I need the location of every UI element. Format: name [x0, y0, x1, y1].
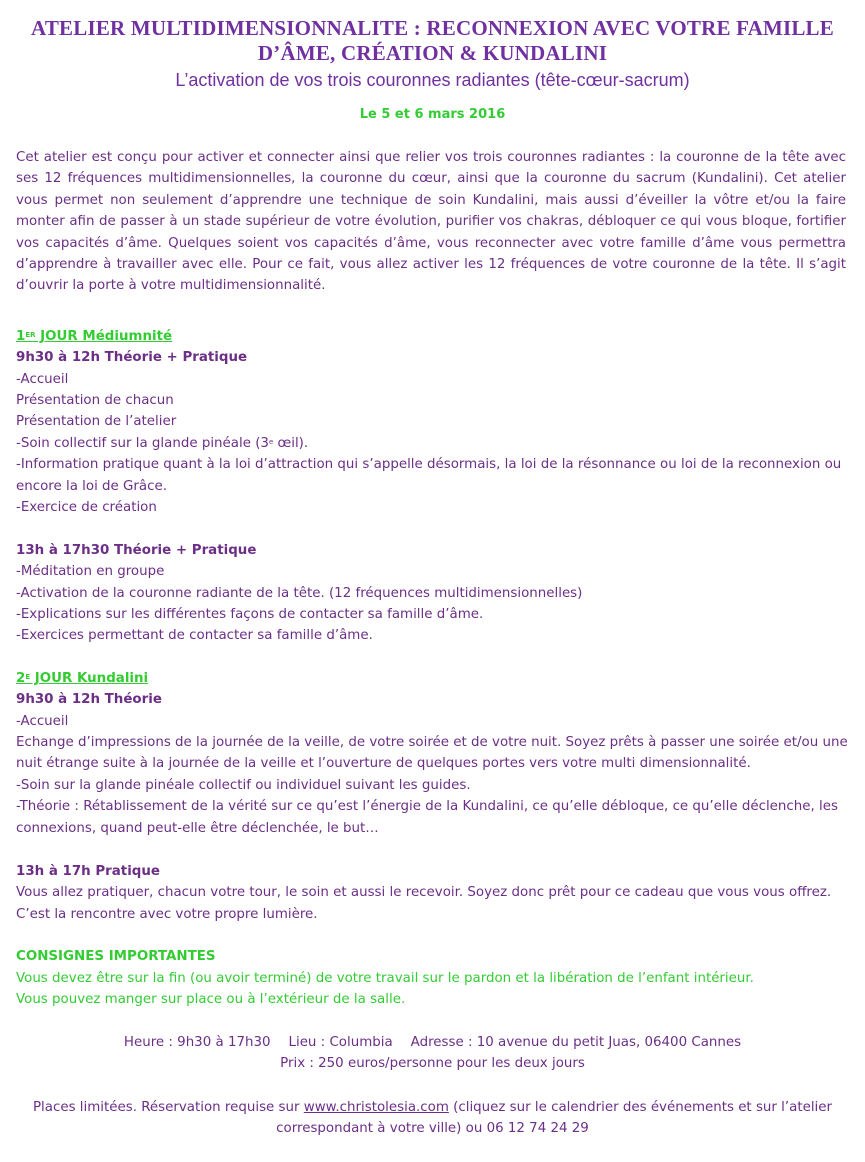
day2-morning-item: Echange d’impressions de la journée de la veille, de votre soirée et de votre nuit. Soyez prêts à passer une soirée et/ou une	[16, 735, 848, 750]
day1-heading	[16, 326, 172, 347]
day1-title: JOUR Médiumnité	[35, 329, 173, 344]
event-info-line	[0, 1032, 865, 1053]
day2-morning-heading: 9h30 à 12h Théorie	[16, 692, 162, 707]
subtitle: L’activation de vos trois couronnes radiantes (tête-cœur-sacrum)	[175, 70, 690, 90]
soin-text: -Soin collectif sur la glande pinéale (3	[16, 436, 269, 451]
day1-morning-heading: 9h30 à 12h Théorie + Pratique	[16, 350, 248, 365]
day1-morning-item: -Information pratique quant à la loi d’attraction qui s’appelle désormais, la loi de la résonnance ou loi de la reconnexion ou	[16, 457, 842, 472]
day2-afternoon-heading: 13h à 17h Pratique	[16, 864, 161, 879]
reservation-line-2: correspondant à votre ville) ou 06 12 74 24 29	[276, 1121, 589, 1136]
day1-afternoon-item: -Méditation en groupe	[16, 564, 165, 579]
title-line-1: ATELIER MULTIDIMENSIONNALITE : RECONNEXION AVEC VOTRE FAMILLE	[31, 16, 834, 40]
day1-afternoon-heading: 13h à 17h30 Théorie + Pratique	[16, 543, 257, 558]
intro-paragraph: Cet atelier est conçu pour activer et connecter ainsi que relier vos trois couronnes radiantes : la couronne de la tête avec ses 12 fréquences multidimensionnelles, la couronne du cœur, ainsi que la couronne du sacrum (Kundalini). Cet atelier vous permet non seulement d’apprendre une technique de soin Kundalini, mais aussi d’éveiller la vôtre et/ou la faire monter afin de passer à un stade supérieur de votre évolution, purifier vos chakras, débloquer ce qui vous bloque, fortifier vos capacités d’âme. Quelques soient vos capacités d’âme, vous reconnecter avec votre famille d’âme vous permettra d’apprendre à travailler avec elle. Pour ce fait, vous allez activer les 12 fréquences de votre couronne de la tête. Il s’agit d’ouvrir la porte à votre multidimensionnalité.	[16, 150, 846, 294]
day1-number: 1	[16, 329, 26, 344]
soin-superscript: e	[268, 438, 274, 446]
consignes-item: Vous pouvez manger sur place ou à l’extérieur de la salle.	[16, 992, 406, 1007]
day2-title: JOUR Kundalini	[30, 671, 149, 686]
event-date: Le 5 et 6 mars 2016	[359, 107, 506, 122]
day1-morning-item-soin	[16, 433, 308, 454]
day2-afternoon-item: C’est la rencontre avec votre propre lumière.	[16, 907, 318, 922]
day2-morning-item: connexions, quand peut-elle être déclenchée, le but…	[16, 821, 379, 836]
day1-afternoon-item: -Explications sur les différentes façons de contacter sa famille d’âme.	[16, 607, 484, 622]
soin-tail: œil).	[273, 436, 309, 451]
day2-afternoon-item: Vous allez pratiquer, chacun votre tour, le soin et aussi le recevoir. Soyez donc prêt pour ce cadeau que vous vous offrez.	[16, 885, 832, 900]
day1-morning-item: -Accueil	[16, 372, 69, 387]
day2-number: 2	[16, 671, 26, 686]
day2-morning-item: -Soin sur la glande pinéale collectif ou individuel suivant les guides.	[16, 778, 471, 793]
day2-morning-item: -Accueil	[16, 714, 69, 729]
day2-heading	[16, 668, 148, 689]
consignes-item: Vous devez être sur la fin (ou avoir terminé) de votre travail sur le pardon et la libération de l’enfant intérieur.	[16, 971, 754, 986]
info-heure: Heure : 9h30 à 17h30	[123, 1035, 271, 1050]
day1-morning-item: Présentation de l’atelier	[16, 414, 177, 429]
website-link[interactable]: www.christolesia.com	[303, 1100, 449, 1115]
consignes-heading: CONSIGNES IMPORTANTES	[16, 949, 216, 964]
day1-morning-item: -Exercice de création	[16, 500, 157, 515]
info-adresse: Adresse : 10 avenue du petit Juas, 06400 Cannes	[410, 1035, 742, 1050]
info-lieu: Lieu : Columbia	[288, 1035, 393, 1050]
day1-superscript: ER	[25, 331, 36, 339]
reservation-suffix: (cliquez sur le calendrier des événements et sur l’atelier	[448, 1100, 833, 1115]
day1-morning-item: Présentation de chacun	[16, 393, 174, 408]
title-line-2: D’ÂME, CRÉATION & KUNDALINI	[257, 41, 608, 65]
day1-morning-item: encore la loi de Grâce.	[16, 479, 167, 494]
day2-superscript: E	[25, 673, 31, 681]
day2-morning-item: nuit étrange suite à la journée de la veille et l’ouverture de quelques portes vers votre multi dimensionnalité.	[16, 756, 751, 771]
reservation-prefix: Places limitées. Réservation requise sur	[32, 1100, 304, 1115]
reservation-line-1	[0, 1097, 865, 1118]
day2-morning-item: -Théorie : Rétablissement de la vérité sur ce qu’est l’énergie de la Kundalini, ce qu’elle débloque, ce qu’elle déclenche, les	[16, 799, 838, 814]
day1-afternoon-item: -Activation de la couronne radiante de la tête. (12 fréquences multidimensionnelles)	[16, 586, 583, 601]
day1-afternoon-item: -Exercices permettant de contacter sa famille d’âme.	[16, 628, 373, 643]
info-prix: Prix : 250 euros/personne pour les deux jours	[280, 1056, 585, 1071]
